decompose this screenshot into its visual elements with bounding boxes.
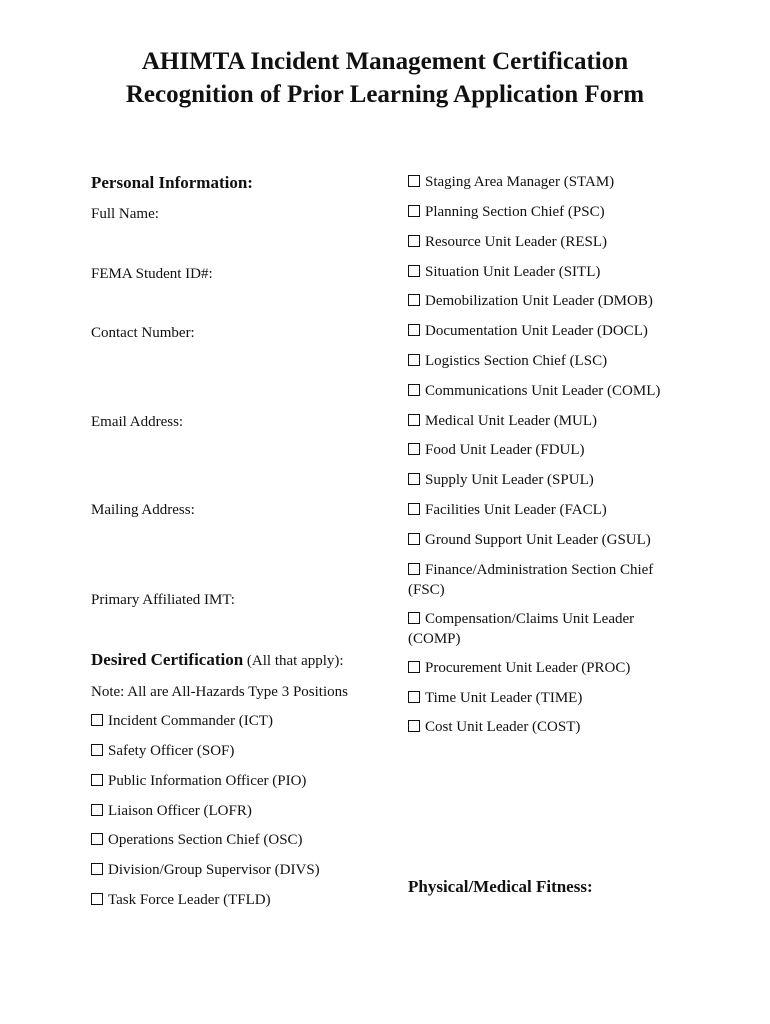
checkbox-time[interactable] xyxy=(408,688,582,708)
checkbox-icon[interactable] xyxy=(408,235,420,247)
checkbox-label: Liaison Officer (LOFR) xyxy=(108,803,252,819)
checkbox-icon[interactable] xyxy=(91,863,103,875)
checkbox-label: Public Information Officer (PIO) xyxy=(108,773,307,789)
checkbox-label: Resource Unit Leader (RESL) xyxy=(425,234,608,250)
checkbox-sitl[interactable] xyxy=(408,262,600,282)
checkbox-icon[interactable] xyxy=(91,893,103,905)
checkbox-ict[interactable] xyxy=(91,711,273,731)
checkbox-lofr[interactable] xyxy=(91,801,252,821)
checkbox-icon[interactable] xyxy=(408,384,420,396)
checkbox-dmob[interactable] xyxy=(408,291,653,311)
checkbox-label: Operations Section Chief (OSC) xyxy=(108,832,303,848)
checkbox-resl[interactable] xyxy=(408,232,607,252)
checkbox-proc[interactable] xyxy=(408,658,630,678)
checkbox-spul[interactable] xyxy=(408,470,594,490)
checkbox-fsc[interactable] xyxy=(408,560,670,600)
checkbox-label: Staging Area Manager (STAM) xyxy=(425,174,615,190)
checkbox-label: Task Force Leader (TFLD) xyxy=(108,892,271,908)
primary-imt-label: Primary Affiliated IMT: xyxy=(91,592,235,608)
physical-medical-fitness-heading: Physical/Medical Fitness: xyxy=(408,877,593,896)
checkbox-icon[interactable] xyxy=(408,612,420,624)
checkbox-label: Logistics Section Chief (LSC) xyxy=(425,353,608,369)
desired-certification-heading xyxy=(91,649,344,672)
checkbox-facl[interactable] xyxy=(408,500,607,520)
checkbox-coml[interactable] xyxy=(408,381,660,401)
checkbox-icon[interactable] xyxy=(408,473,420,485)
checkbox-icon[interactable] xyxy=(408,533,420,545)
checkbox-lsc[interactable] xyxy=(408,351,607,371)
checkbox-icon[interactable] xyxy=(91,774,103,786)
contact-number-label: Contact Number: xyxy=(91,325,195,341)
checkbox-gsul[interactable] xyxy=(408,530,651,550)
checkbox-mul[interactable] xyxy=(408,411,597,431)
checkbox-fdul[interactable] xyxy=(408,440,585,460)
checkbox-comp[interactable] xyxy=(408,609,670,649)
checkbox-label: Division/Group Supervisor (DIVS) xyxy=(108,862,320,878)
checkbox-icon[interactable] xyxy=(408,175,420,187)
checkbox-icon[interactable] xyxy=(91,714,103,726)
checkbox-icon[interactable] xyxy=(91,833,103,845)
checkbox-label: Facilities Unit Leader (FACL) xyxy=(425,502,607,518)
checkbox-icon[interactable] xyxy=(408,661,420,673)
checkbox-label: Demobilization Unit Leader (DMOB) xyxy=(425,293,653,309)
email-address-label: Email Address: xyxy=(91,414,184,430)
checkbox-icon[interactable] xyxy=(408,414,420,426)
checkbox-icon[interactable] xyxy=(408,503,420,515)
checkbox-docl[interactable] xyxy=(408,321,648,341)
checkbox-label: Time Unit Leader (TIME) xyxy=(425,690,583,706)
checkbox-label: Finance/Administration Section Chief (FSC) xyxy=(408,562,654,598)
checkbox-icon[interactable] xyxy=(408,265,420,277)
checkbox-label: Incident Commander (ICT) xyxy=(108,713,273,729)
checkbox-sof[interactable] xyxy=(91,741,234,761)
checkbox-osc[interactable] xyxy=(91,830,303,850)
checkbox-label: Planning Section Chief (PSC) xyxy=(425,204,605,220)
checkbox-icon[interactable] xyxy=(91,804,103,816)
certification-note: Note: All are All-Hazards Type 3 Positions xyxy=(91,684,348,700)
personal-info-heading: Personal Information: xyxy=(91,173,253,192)
checkbox-label: Communications Unit Leader (COML) xyxy=(425,383,661,399)
mailing-address-label: Mailing Address: xyxy=(91,502,195,518)
full-name-label: Full Name: xyxy=(91,206,159,222)
checkbox-icon[interactable] xyxy=(91,744,103,756)
checkbox-divs[interactable] xyxy=(91,860,320,880)
checkbox-icon[interactable] xyxy=(408,205,420,217)
checkbox-label: Supply Unit Leader (SPUL) xyxy=(425,472,594,488)
checkbox-psc[interactable] xyxy=(408,202,605,222)
checkbox-label: Medical Unit Leader (MUL) xyxy=(425,413,598,429)
desired-certification-subtitle: (All that apply): xyxy=(243,653,344,669)
checkbox-icon[interactable] xyxy=(408,720,420,732)
checkbox-stam[interactable] xyxy=(408,172,614,192)
checkbox-label: Situation Unit Leader (SITL) xyxy=(425,264,601,280)
checkbox-icon[interactable] xyxy=(408,443,420,455)
checkbox-label: Documentation Unit Leader (DOCL) xyxy=(425,323,648,339)
fema-student-id-label: FEMA Student ID#: xyxy=(91,266,213,282)
checkbox-label: Ground Support Unit Leader (GSUL) xyxy=(425,532,651,548)
checkbox-label: Food Unit Leader (FDUL) xyxy=(425,442,585,458)
checkbox-pio[interactable] xyxy=(91,771,306,791)
checkbox-icon[interactable] xyxy=(408,563,420,575)
desired-certification-title: Desired Certification xyxy=(91,650,244,669)
form-title-line-2: Recognition of Prior Learning Application Form xyxy=(125,81,645,108)
checkbox-tfld[interactable] xyxy=(91,890,271,910)
checkbox-icon[interactable] xyxy=(408,294,420,306)
checkbox-label: Compensation/Claims Unit Leader (COMP) xyxy=(408,611,635,647)
checkbox-label: Cost Unit Leader (COST) xyxy=(425,719,581,735)
checkbox-label: Safety Officer (SOF) xyxy=(108,743,235,759)
checkbox-icon[interactable] xyxy=(408,691,420,703)
checkbox-label: Procurement Unit Leader (PROC) xyxy=(425,660,631,676)
checkbox-icon[interactable] xyxy=(408,324,420,336)
form-title-line-1: AHIMTA Incident Management Certification xyxy=(141,48,629,75)
checkbox-cost[interactable] xyxy=(408,717,580,737)
checkbox-icon[interactable] xyxy=(408,354,420,366)
